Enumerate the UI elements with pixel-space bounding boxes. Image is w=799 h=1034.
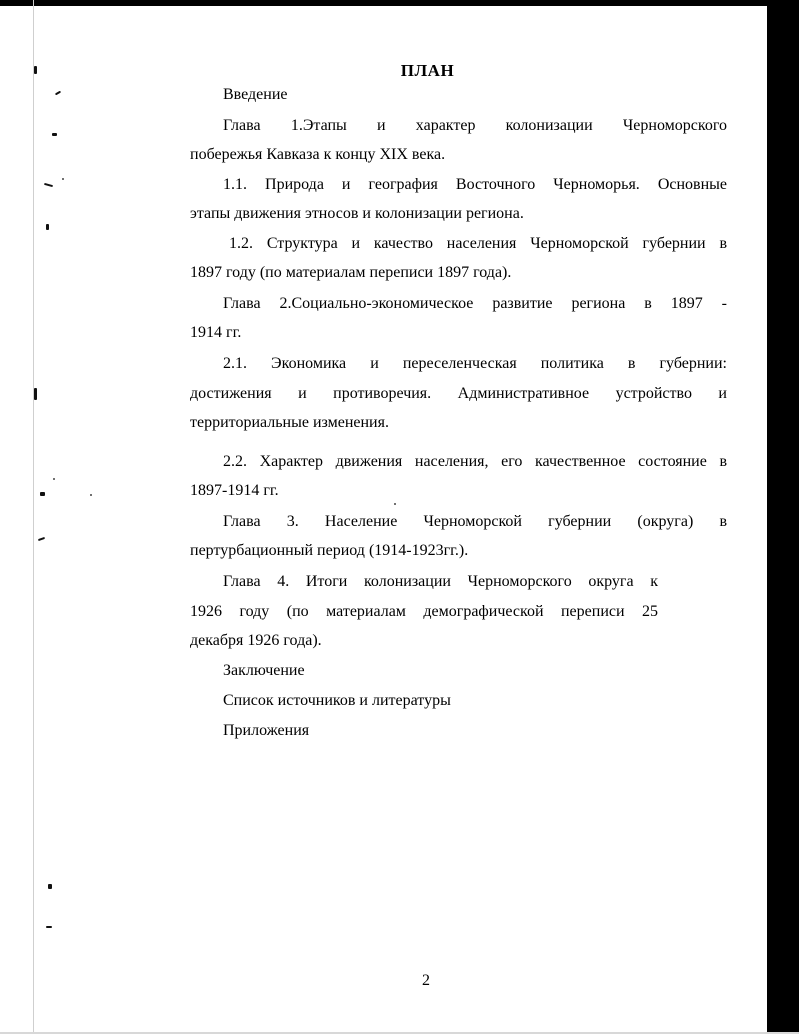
toc-section-2-1-cont: достижения и противоречия. Административное устройство и bbox=[190, 385, 727, 402]
toc-section-2-2-cont: 1897-1914 гг. bbox=[190, 482, 279, 499]
toc-chapter-2-cont: 1914 гг. bbox=[190, 324, 242, 341]
scan-speck bbox=[44, 183, 53, 187]
scan-speck bbox=[46, 926, 52, 928]
toc-chapter-1: Глава 1.Этапы и характер колонизации Черноморского bbox=[223, 117, 727, 134]
toc-chapter-1-cont: побережья Кавказа к концу XIX века. bbox=[190, 146, 446, 163]
toc-appendices: Приложения bbox=[223, 722, 310, 739]
toc-introduction: Введение bbox=[223, 86, 288, 103]
scan-speck bbox=[40, 492, 45, 496]
scan-speck bbox=[53, 478, 55, 480]
toc-section-1-2-cont: 1897 году (по материалам переписи 1897 года). bbox=[190, 264, 512, 281]
scan-speck bbox=[52, 133, 57, 136]
scan-speck bbox=[90, 494, 92, 496]
toc-section-1-1: 1.1. Природа и география Восточного Черноморья. Основные bbox=[223, 176, 727, 193]
scan-speck bbox=[34, 388, 37, 400]
toc-section-1-2: 1.2. Структура и качество населения Черноморской губернии в bbox=[229, 235, 727, 252]
scan-border-left bbox=[33, 0, 34, 1034]
scan-border-right bbox=[767, 0, 799, 1034]
scan-speck bbox=[48, 884, 52, 889]
toc-section-2-1: 2.1. Экономика и переселенческая политика в губернии: bbox=[223, 355, 727, 372]
toc-conclusion: Заключение bbox=[223, 662, 305, 679]
scan-speck bbox=[38, 537, 45, 541]
toc-chapter-3-cont: пертурбационный период (1914-1923гг.). bbox=[190, 542, 469, 559]
toc-chapter-2: Глава 2.Социально-экономическое развитие региона в 1897 - bbox=[223, 295, 727, 312]
scan-border-top bbox=[0, 0, 799, 6]
scan-speck bbox=[62, 178, 64, 180]
toc-section-2-2: 2.2. Характер движения населения, его качественное состояние в bbox=[223, 453, 727, 470]
scan-speck bbox=[394, 503, 396, 505]
page-number: 2 bbox=[422, 972, 430, 989]
toc-chapter-4-cont2: декабря 1926 года). bbox=[190, 632, 322, 649]
toc-chapter-4-cont: 1926 году (по материалам демографической переписи 25 bbox=[190, 603, 658, 620]
toc-chapter-3: Глава 3. Население Черноморской губернии (округа) в bbox=[223, 513, 727, 530]
toc-sources: Список источников и литературы bbox=[223, 692, 451, 709]
scan-speck bbox=[46, 224, 49, 230]
toc-chapter-4: Глава 4. Итоги колонизации Черноморского округа к bbox=[223, 573, 658, 590]
page-title: ПЛАН bbox=[400, 61, 455, 80]
toc-section-1-1-cont: этапы движения этносов и колонизации региона. bbox=[190, 205, 524, 222]
toc-section-2-1-cont2: территориальные изменения. bbox=[190, 414, 389, 431]
scan-speck bbox=[55, 91, 61, 96]
